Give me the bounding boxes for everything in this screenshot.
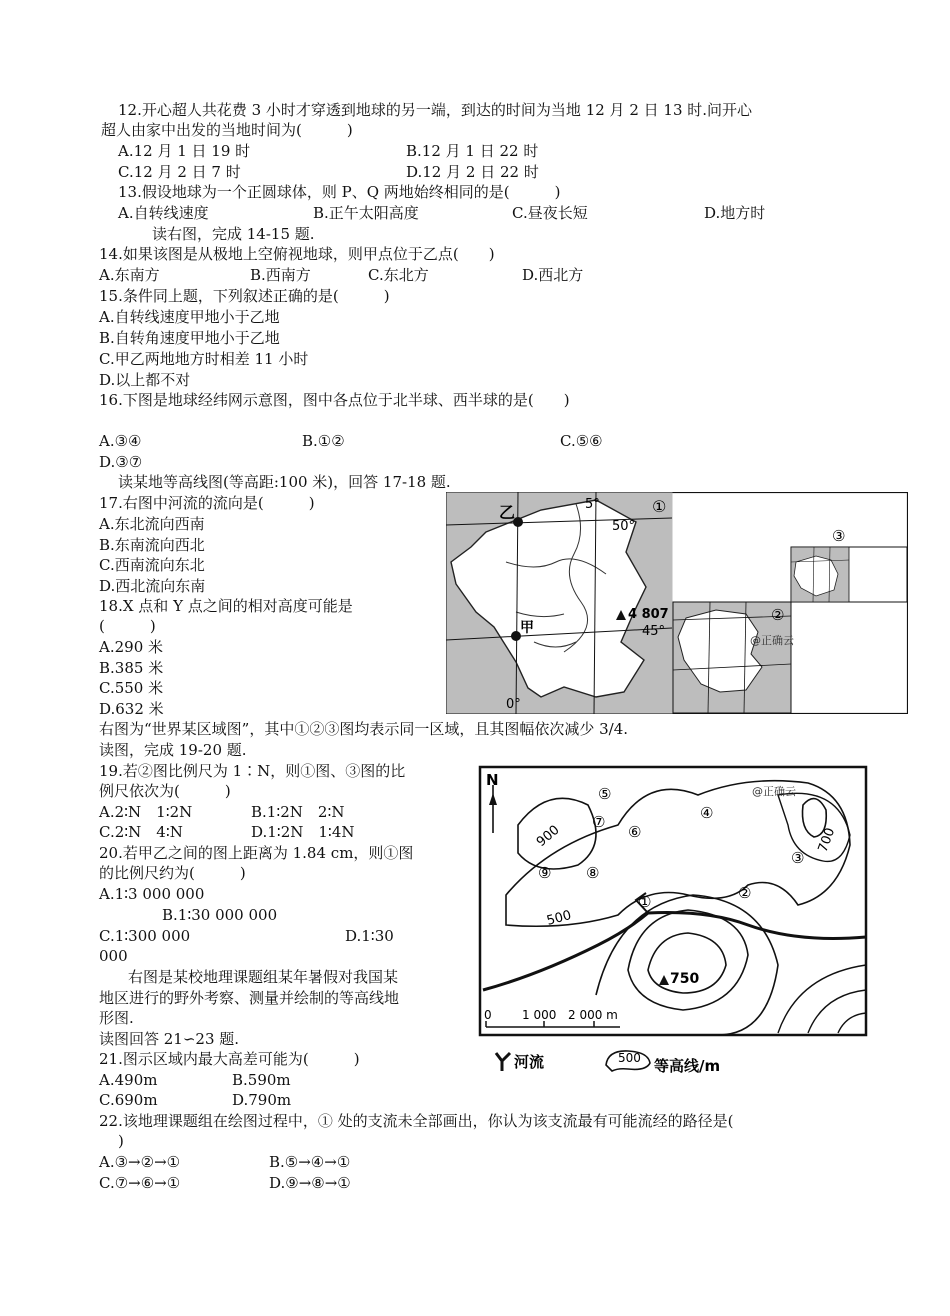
q17-option-a: A.东北流向西南 [99, 515, 205, 533]
q19-option-b: B.1∶2N 2∶N [251, 803, 345, 821]
q13-stem: 13.假设地球为一个正圆球体，则 P、Q 两地始终相同的是( ) [118, 183, 561, 201]
q21-option-d: D.790m [232, 1091, 292, 1109]
scale-label-1000: 1 000 [522, 1008, 557, 1022]
point-3-label: ③ [791, 849, 805, 867]
contour-label-500: 500 [545, 907, 574, 929]
q12-option-b: B.12 月 1 日 22 时 [406, 142, 539, 160]
q14-option-b: B.西南方 [250, 266, 311, 284]
q13-option-c: C.昼夜长短 [512, 204, 588, 222]
legend-river-label: 河流 [514, 1053, 545, 1071]
q15-option-b: B.自转角速度甲地小于乙地 [99, 329, 280, 347]
q14-option-a: A.东南方 [99, 266, 160, 284]
label-map-3: ③ [832, 527, 846, 545]
q18-option-d: D.632 米 [99, 700, 164, 718]
label-yi: 乙 [499, 503, 516, 522]
q16-option-c: C.⑤⑥ [560, 432, 603, 450]
label-jia: 甲 [520, 620, 534, 636]
q13-option-d: D.地方时 [704, 204, 766, 222]
contour-label-700: 700 [815, 825, 839, 855]
q17-stem: 17.右图中河流的流向是( ) [99, 494, 315, 512]
q16-option-b: B.①② [302, 432, 345, 450]
q15-stem: 15.条件同上题，下列叙述正确的是( ) [99, 287, 390, 305]
q16-option-d: D.③⑦ [99, 453, 143, 471]
q17-option-c: C.西南流向东北 [99, 556, 205, 574]
label-peak-4807: 4 807 [628, 607, 669, 622]
q20-option-b: B.1∶30 000 000 [162, 906, 278, 924]
q12-option-c: C.12 月 2 日 7 时 [118, 163, 241, 181]
q12-stem-line2: 超人由家中出发的当地时间为( ) [101, 121, 353, 139]
label-map-1: ① [652, 497, 667, 516]
map-1-main-panel [446, 492, 673, 714]
legend-contour-label: 等高线/m [654, 1057, 721, 1075]
point-5-label: ⑤ [598, 785, 612, 803]
q20-stem-line2: 的比例尺约为( ) [99, 864, 246, 882]
q17-option-b: B.东南流向西北 [99, 536, 205, 554]
world-region-map-figure [446, 492, 908, 714]
q13-option-b: B.正午太阳高度 [313, 204, 419, 222]
scale-label-0: 0 [484, 1008, 492, 1022]
point-1-label: ① [638, 893, 652, 911]
q18-option-a: A.290 米 [99, 638, 163, 656]
q14-stem: 14.如果该图是从极地上空俯视地球，则甲点位于乙点( ) [99, 245, 495, 263]
q14-15-intro: 读右图，完成 14-15 题. [152, 225, 315, 243]
peak-label-750: 750 [670, 971, 700, 987]
q15-option-c: C.甲乙两地地方时相差 11 小时 [99, 350, 309, 368]
q20-stem-line1: 20.若甲乙之间的图上距离为 1.84 cm，则①图 [99, 844, 414, 862]
q22-stem-line1: 22.该地理课题组在绘图过程中，① 处的支流未全部画出，你认为该支流最有可能流经的路径是( [99, 1112, 734, 1130]
q19-20-intro-line2: 读图，完成 19-20 题. [99, 741, 247, 759]
q14-option-c: C.东北方 [368, 266, 429, 284]
q12-stem-line1: 12.开心超人共花费 3 小时才穿透到地球的另一端，到达的时间为当地 12 月 2 日 13 时.问开心 [118, 101, 753, 119]
q16-option-a: A.③④ [99, 432, 142, 450]
label-5-degrees: 5° [585, 497, 600, 512]
q19-20-intro-line1: 右图为“世界某区域图”，其中①②③图均表示同一区域，且其图幅依次减少 3/4. [99, 720, 629, 738]
point-4-label: ④ [700, 804, 714, 822]
map-2-panel [673, 602, 794, 713]
q21-23-intro-line3: 形图. [99, 1009, 134, 1027]
point-9-label: ⑨ [538, 864, 552, 882]
legend-contour-value: 500 [618, 1051, 641, 1065]
q20-option-d-continued: 000 [99, 947, 128, 965]
q20-option-d: D.1∶30 [345, 927, 394, 945]
q15-option-a: A.自转线速度甲地小于乙地 [99, 308, 280, 326]
q21-option-c: C.690m [99, 1091, 158, 1109]
q21-23-intro-line1: 右图是某校地理课题组某年暑假对我国某 [128, 968, 399, 986]
q20-option-c: C.1∶300 000 [99, 927, 191, 945]
q22-stem-line2: ) [118, 1132, 124, 1150]
q13-option-a: A.自转线速度 [118, 204, 209, 222]
north-label: N [486, 771, 499, 789]
label-map-2: ② [771, 606, 785, 624]
watermark-map-2: @正确云 [752, 785, 796, 798]
q12-option-a: A.12 月 1 日 19 时 [118, 142, 251, 160]
q15-option-d: D.以上都不对 [99, 371, 191, 389]
q17-18-intro: 读某地等高线图(等高距:100 米)，回答 17-18 题. [118, 473, 451, 491]
q21-23-intro-line2: 地区进行的野外考察、测量并绘制的等高线地 [99, 989, 400, 1007]
q22-option-c: C.⑦→⑥→① [99, 1174, 181, 1192]
q20-option-a: A.1∶3 000 000 [99, 885, 205, 903]
label-50-degrees: 50° [612, 519, 636, 534]
q18-stem-line2: ( ) [99, 617, 156, 635]
q18-option-b: B.385 米 [99, 659, 164, 677]
q16-stem: 16.下图是地球经纬网示意图，图中各点位于北半球、西半球的是( ) [99, 391, 570, 409]
q14-option-d: D.西北方 [522, 266, 584, 284]
label-0-degrees: 0° [506, 697, 521, 712]
q12-option-d: D.12 月 2 日 22 时 [406, 163, 539, 181]
q21-23-intro-line4: 读图回答 21∽23 题. [99, 1030, 240, 1048]
q21-option-b: B.590m [232, 1071, 291, 1089]
q19-option-a: A.2∶N 1∶2N [99, 803, 193, 821]
point-2-label: ② [738, 884, 752, 902]
q19-stem-line1: 19.若②图比例尺为 1∶N，则①图、③图的比 [99, 762, 406, 780]
q18-option-c: C.550 米 [99, 679, 164, 697]
contour-map-figure [478, 765, 870, 1083]
q22-option-b: B.⑤→④→① [269, 1153, 351, 1171]
label-45-degrees: 45° [642, 624, 666, 639]
q19-stem-line2: 例尺依次为( ) [99, 782, 231, 800]
point-8-label: ⑧ [586, 864, 600, 882]
point-7-label: ⑦ [592, 813, 606, 831]
q19-option-d: D.1∶2N 1∶4N [251, 823, 355, 841]
contour-label-900: 900 [533, 822, 563, 851]
q22-option-d: D.⑨→⑧→① [269, 1174, 351, 1192]
q21-stem: 21.图示区域内最大高差可能为( ) [99, 1050, 360, 1068]
q17-option-d: D.西北流向东南 [99, 577, 206, 595]
legend-river-icon [496, 1053, 510, 1071]
point-6-label: ⑥ [628, 823, 642, 841]
q19-option-c: C.2∶N 4∶N [99, 823, 183, 841]
watermark-map-1: @正确云 [750, 634, 794, 647]
q21-option-a: A.490m [99, 1071, 158, 1089]
q22-option-a: A.③→②→① [99, 1153, 181, 1171]
q18-stem-line1: 18.X 点和 Y 点之间的相对高度可能是 [99, 597, 353, 615]
scale-label-2000: 2 000 m [568, 1008, 618, 1022]
